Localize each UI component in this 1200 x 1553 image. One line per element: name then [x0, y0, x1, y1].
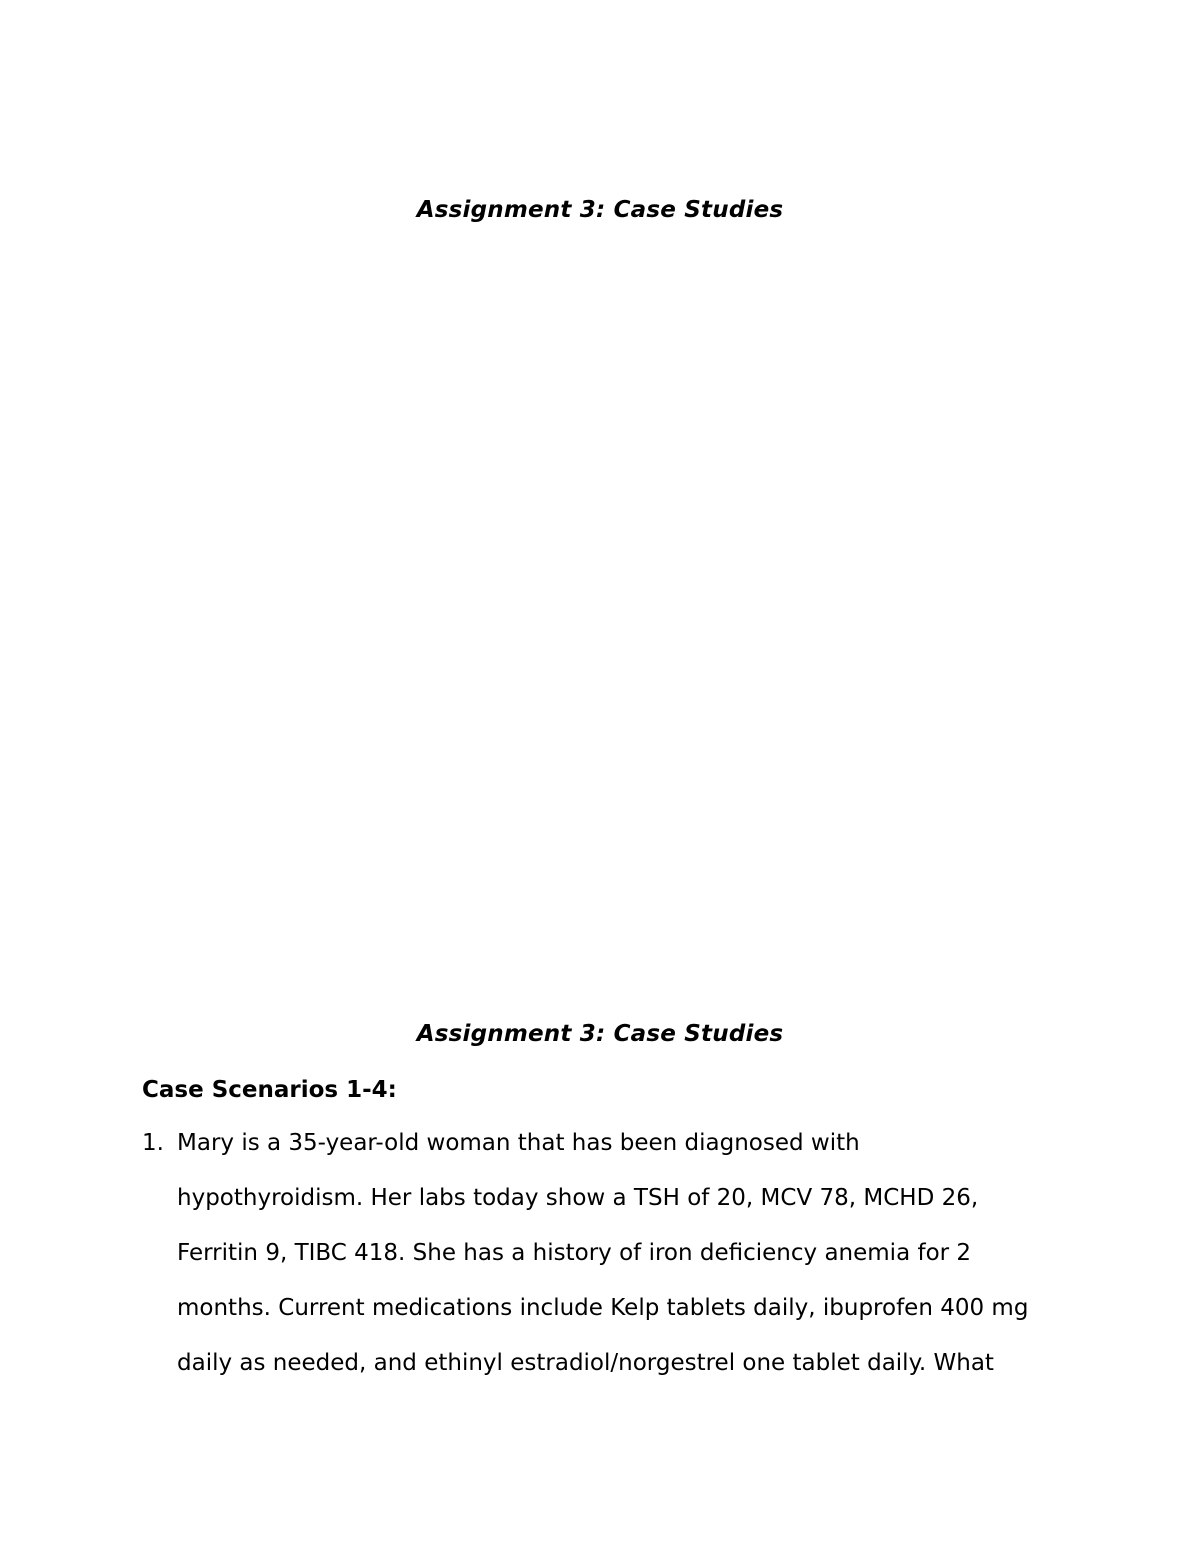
section-heading: Case Scenarios 1-4:	[142, 1077, 397, 1103]
list-item-line: Mary is a 35-year-old woman that has been diagnosed with	[177, 1130, 860, 1156]
list-item-text	[177, 1128, 1077, 1403]
list-item-number: 1.	[142, 1130, 164, 1156]
list-item-line: Ferritin 9, TIBC 418. She has a history of iron deficiency anemia for 2	[177, 1240, 972, 1266]
list-item-line: months. Current medications include Kelp tablets daily, ibuprofen 400 mg	[177, 1295, 1029, 1321]
list-item-line: daily as needed, and ethinyl estradiol/norgestrel one tablet daily. What	[177, 1350, 994, 1376]
body-title: Assignment 3: Case Studies	[416, 1021, 784, 1047]
list-item-line: hypothyroidism. Her labs today show a TSH of 20, MCV 78, MCHD 26,	[177, 1185, 979, 1211]
cover-title: Assignment 3: Case Studies	[416, 197, 784, 223]
